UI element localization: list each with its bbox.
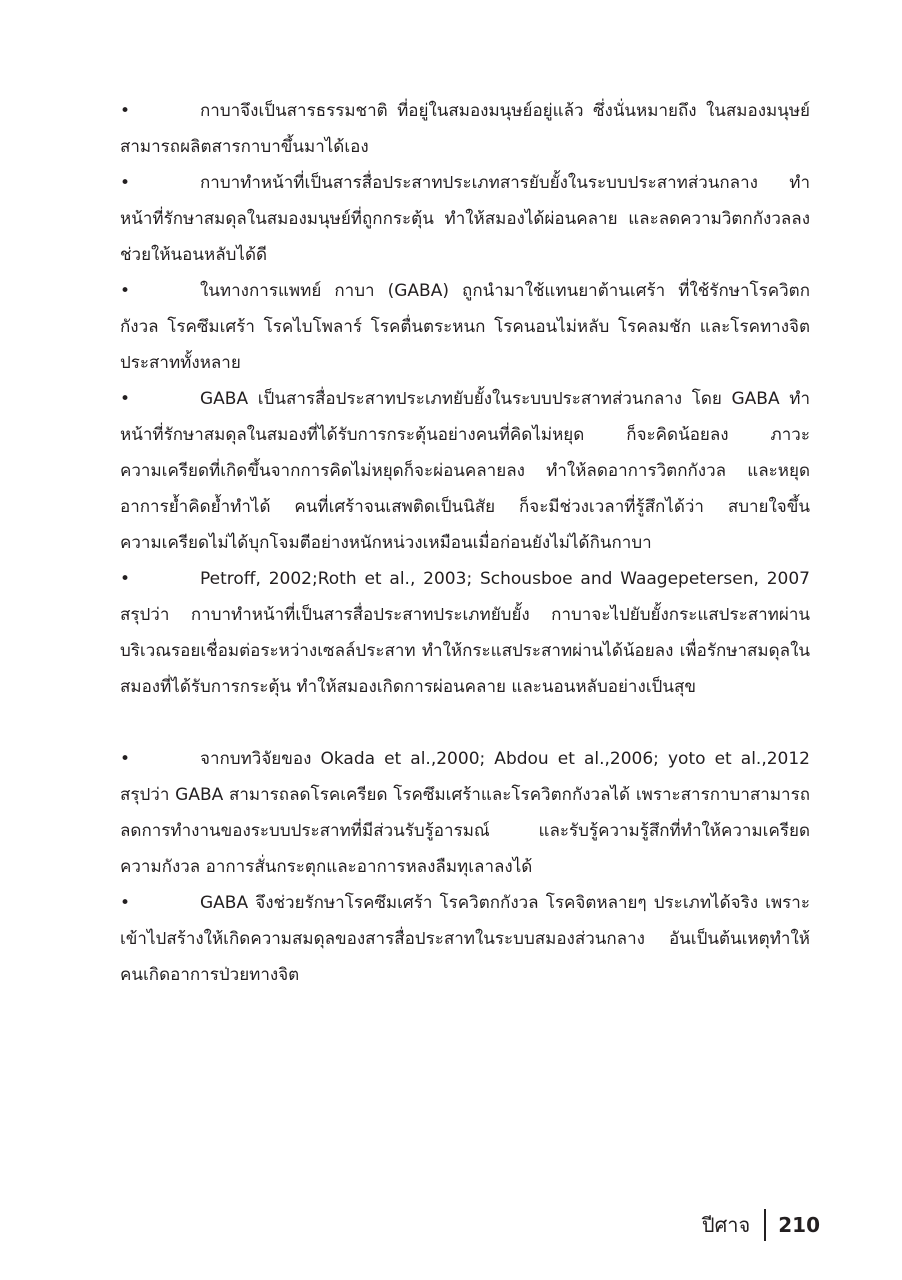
list-item-text: GABA จึงช่วยรักษาโรคซึมเศร้า โรควิตกกังวล โรคจิตหลายๆ ประเภทได้จริง เพราะเข้าไปสร้างให้เกิดความสมดุลของสารสื่อประสาทในระบบสมองส่วนกลาง อันเป็นต้นเหตุทำให้คนเกิดอาการป่วยทางจิต xyxy=(120,893,810,985)
book-title: ปีศาจ xyxy=(701,1213,751,1237)
list-item-text: ในทางการแพทย์ กาบา (GABA) ถูกนำมาใช้แทนยาต้านเศร้า ที่ใช้รักษาโรควิตกกังวล โรคซึมเศร้า โรคไบโพลาร์ โรคตื่นตระหนก โรคนอนไม่หลับ โรคลมชัก และโรคทางจิตประสาททั้งหลาย xyxy=(120,281,810,373)
list-item xyxy=(120,273,810,381)
list-item-text: จากบทวิจัยของ Okada et al.,2000; Abdou et al.,2006; yoto et al.,2012 สรุปว่า GABA สามารถลดโรคเครียด โรคซึมเศร้าและโรควิตกกังวลได้ เพราะสารกาบาสามารถลดการทำงานของระบบประสาทที่มีส่วนรับรู้อารมณ์ และรับรู้ความรู้สึกที่ทำให้ความเครียด ความกังวล อาการสั่นกระตุกและอาการหลงลืมทุเลาลงได้ xyxy=(120,749,810,877)
list-item xyxy=(120,741,810,885)
list-item xyxy=(120,561,810,741)
bullet-marker: • xyxy=(120,749,131,769)
list-item xyxy=(120,381,810,561)
list-item-text: Petroff, 2002;Roth et al., 2003; Schousboe and Waagepetersen, 2007 สรุปว่า กาบาทำหน้าที่เป็นสารสื่อประสาทประเภทยับยั้ง กาบาจะไปยับยั้งกระแสประสาทผ่านบริเวณรอยเชื่อมต่อระหว่างเซลล์ประสาท ทำให้กระแสประสาทผ่านได้น้อยลง เพื่อรักษาสมดุลในสมองที่ได้รับการกระตุ้น ทำให้สมองเกิดการผ่อนคลาย และนอนหลับอย่างเป็นสุข xyxy=(120,569,810,697)
list-item xyxy=(120,93,810,165)
bullet-marker: • xyxy=(120,893,131,913)
list-item xyxy=(120,165,810,273)
footer-divider xyxy=(764,1209,766,1241)
list-item-text: กาบาทำหน้าที่เป็นสารสื่อประสาทประเภทสารยับยั้งในระบบประสาทส่วนกลาง ทำหน้าที่รักษาสมดุลในสมองมนุษย์ที่ถูกกระตุ้น ทำให้สมองได้ผ่อนคลาย และลดความวิตกกังวลลง ช่วยให้นอนหลับได้ดี xyxy=(120,173,810,265)
list-item xyxy=(120,885,810,993)
bullet-marker: • xyxy=(120,569,131,589)
list-item-text: GABA เป็นสารสื่อประสาทประเภทยับยั้งในระบบประสาทส่วนกลาง โดย GABA ทำหน้าที่รักษาสมดุลในสมองที่ได้รับการกระตุ้นอย่างคนที่คิดไม่หยุด ก็จะคิดน้อยลง ภาวะความเครียดที่เกิดขึ้นจากการคิดไม่หยุดก็จะผ่อนคลายลง ทำให้ลดอาการวิตกกังวล และหยุดอาการย้ำคิดย้ำทำได้ คนที่เศร้าจนเสพติดเป็นนิสัย ก็จะมีช่วงเวลาที่รู้สึกได้ว่า สบายใจขึ้น ความเครียดไม่ได้บุกโจมตีอย่างหนักหน่วงเหมือนเมื่อก่อนยังไม่ได้กินกาบา xyxy=(120,389,810,553)
page-number: 210 xyxy=(778,1213,820,1237)
page-footer xyxy=(702,1205,820,1245)
bullet-marker: • xyxy=(120,389,131,409)
bullet-marker: • xyxy=(120,173,131,193)
bullet-marker: • xyxy=(120,281,131,301)
bullet-marker: • xyxy=(120,101,131,121)
bullet-list xyxy=(120,93,810,993)
list-item-text: กาบาจึงเป็นสารธรรมชาติ ที่อยู่ในสมองมนุษย์อยู่แล้ว ซึ่งนั่นหมายถึง ในสมองมนุษย์สามารถผลิตสารกาบาขึ้นมาได้เอง xyxy=(120,101,810,157)
